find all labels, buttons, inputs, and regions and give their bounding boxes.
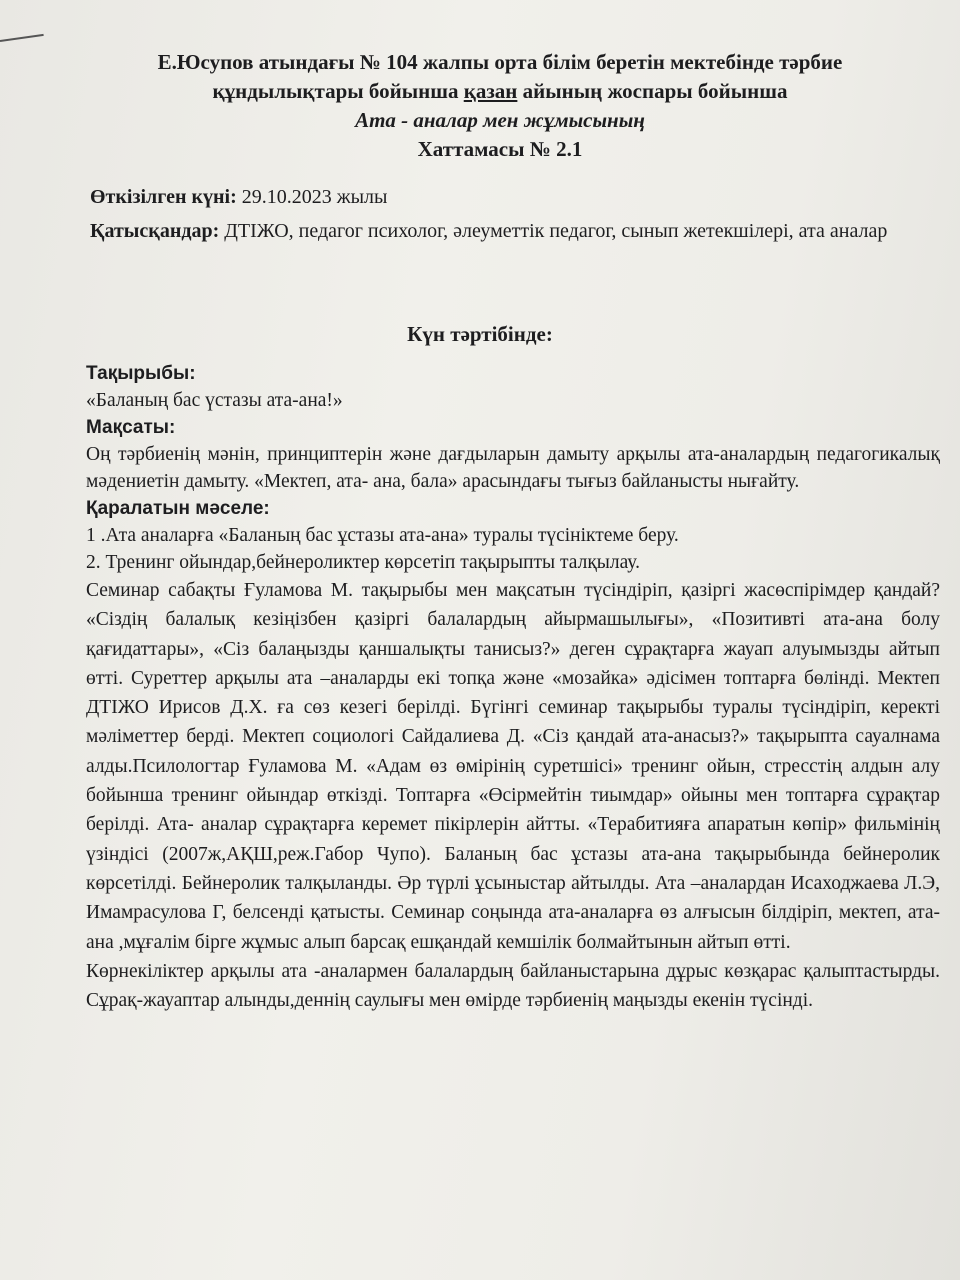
participants-value: ДТІЖО, педагог психолог, әлеуметтік педагог, сынып жетекшілері, ата аналар [219, 220, 888, 242]
header-line-3: Ата - аналар мен жұмысының [355, 108, 645, 132]
issues-label: Қаралатын мәселе: [86, 498, 270, 519]
topic-label: Тақырыбы: [86, 363, 196, 384]
header-line-2 [60, 77, 940, 106]
header-line-1: Е.Юсупов атындағы № 104 жалпы орта білім беретін мектебінде тәрбие [157, 50, 843, 74]
protocol-number: Хаттамасы № 2.1 [417, 137, 583, 161]
main-paragraph: Семинар сабақты Ғуламова М. тақырыбы мен мақсатын түсіндіріп, қазіргі жасөспірімдер қандай? «Сіздің балалық кезіңізбен қазіргі балалардың айырмашылығы», «Позитивті ата-ана болу қағидаттары», «Сіз балаңызды қаншалықты танисыз?» деген сұрақтарға жауап алуымызды айтып өтті. Суреттер арқылы ата –аналарды екі топқа және «мозайка» әдісімен топтарға бөлінді. Мектеп ДТІЖО Ирисов Д.Х. ға сөз кезегі берілді. Бүгінгі семинар тақырыбы туралы түсіндіріп, керекті мәліметтер берді. Мектеп социологі Сайдалиева Д. «Сіз қандай ата-анасыз?» тақырыпта сауалнама алды.Псилологтар Ғуламова М. «Адам өз өмірінің суретшісі» тренинг ойын, стресстің алдын алу бойынша тренинг ойындар өткізді. Топтарға «Өсірмейтін тиымдар» ойыны мен топтарға сұрақтар берілді. Ата- аналар сұрақтарға керемет пікірлерін айтты. «Терабитияға апаратын көпір» фильмінің үзіндісі (2007ж,АҚШ,реж.Габор Чупо). Баланың бас ұстазы ата-ана тақырыбында бейнеролик көрсетілді. Бейнеролик талқыланды. Әр түрлі ұсыныстар айтылды. Ата –аналардан Исаходжаева Л.Э, Имамрасулова Г, белсенді қатысты. Семинар соңында ата-аналарға өз алғысын білдіріп, мектеп, ата-ана ,мұғалім бірге жұмыс алып барсақ ешқандай кемшілік болмайтынын айтып өтті. [86, 580, 940, 953]
header-line-2-pre: құндылықтары бойынша [212, 79, 464, 103]
participants-row [90, 214, 940, 248]
date-value: 29.10.2023 жылы [236, 186, 388, 208]
document-header [60, 48, 940, 164]
issue-item: 1 .Ата аналарға «Баланың бас ұстазы ата-ана» туралы түсініктеме беру. [86, 525, 679, 546]
document-body [86, 360, 940, 1015]
agenda-title: Күн тәртібінде: [407, 322, 553, 346]
date-label: Өткізілген күні: [90, 186, 237, 208]
meeting-meta [90, 180, 940, 248]
goal-label: Мақсаты: [86, 417, 176, 438]
participants-label: Қатысқандар: [90, 220, 220, 242]
goal-value: Оң тәрбиенің мәнін, принциптерін және дағдыларын дамыту арқылы ата-аналардың педагогикалық мәдениетін дамыту. «Мектеп, ата- ана, бала» арасындағы тығыз байланысты нығайту. [86, 444, 940, 492]
pen-mark [0, 34, 44, 42]
header-line-2-post: айының жоспары бойынша [517, 79, 788, 103]
issue-item: 2. Тренинг ойындар,бейнероликтер көрсетіп тақырыпты талқылау. [86, 552, 640, 573]
topic-value: «Баланың бас үстазы ата-ана!» [86, 390, 343, 411]
date-row [90, 180, 940, 214]
closing-paragraph: Көрнекіліктер арқылы ата -аналармен балалардың байланыстарына дұрыс көзқарас қалыптастырды. Сұрақ-жауаптар алынды,деннің саулығы мен өмірде тәрбиенің маңызды екенін түсінді. [86, 960, 940, 1012]
header-month: қазан [463, 79, 518, 103]
